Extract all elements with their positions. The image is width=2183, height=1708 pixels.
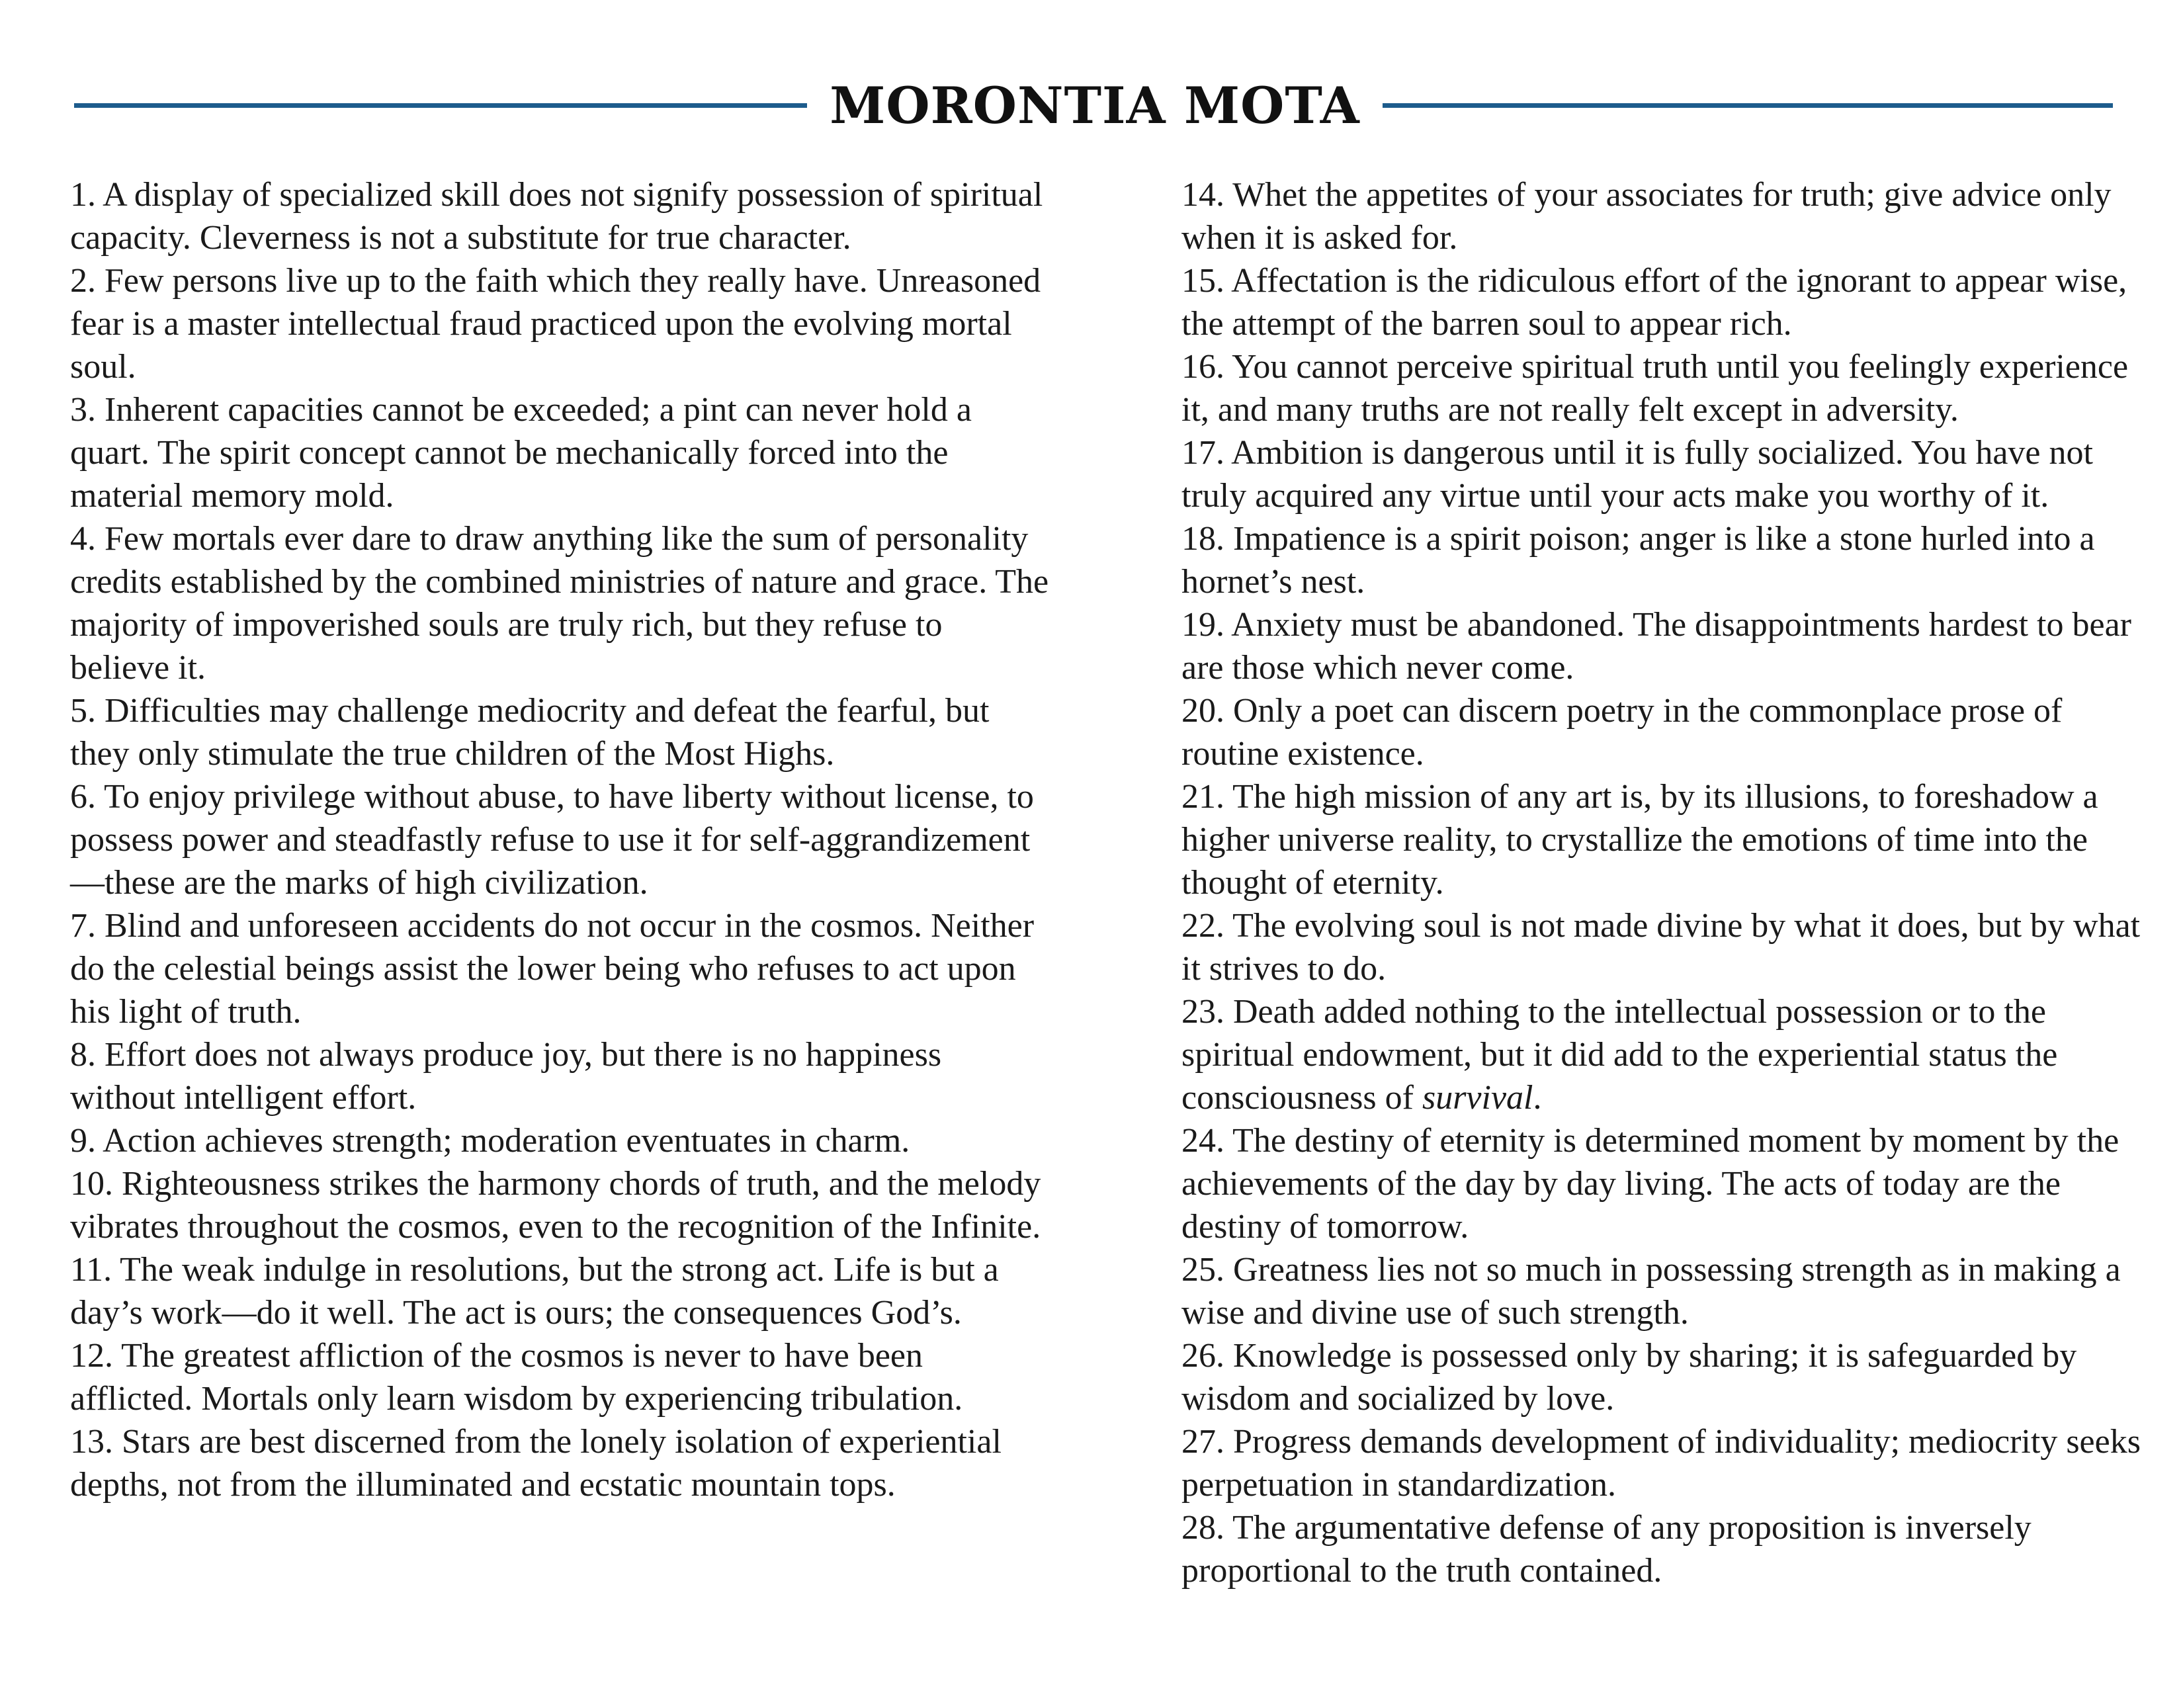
quote-text: Whet the appetites of your associates for truth; give advice only when it is asked for.: [1181, 176, 2112, 257]
quote-item: [1181, 603, 2161, 689]
quote-number: 6.: [70, 778, 96, 816]
quote-text: Difficulties may challenge mediocrity and defeat the fearful, but they only stimulate the true children of the Most Highs.: [70, 692, 990, 773]
quote-text: Ambition is dangerous until it is fully socialized. You have not truly acquired any virtue until your acts make you worthy of it.: [1181, 434, 2093, 515]
quote-text: Few mortals ever dare to draw anything like the sum of personality credits established by the combined ministries of nature and grace. The majority of impoverished souls are truly rich, but they refuse to believe it.: [70, 520, 1049, 687]
quote-text: Affectation is the ridiculous effort of the ignorant to appear wise, the attempt of the barren soul to appear rich.: [1181, 262, 2127, 343]
quote-text: The evolving soul is not made divine by what it does, but by what it strives to do.: [1181, 907, 2141, 988]
quote-number: 20.: [1181, 692, 1224, 730]
quote-item: [1181, 775, 2161, 904]
quote-item: [1181, 904, 2161, 990]
quote-item: [70, 1162, 1049, 1248]
quote-tail: .: [1533, 1079, 1542, 1117]
quote-item: [70, 388, 1049, 517]
quote-item: [70, 904, 1049, 1033]
quote-item: [70, 1334, 1049, 1420]
quote-number: 26.: [1181, 1337, 1224, 1375]
quote-item: [70, 1248, 1049, 1334]
quote-number: 27.: [1181, 1423, 1224, 1461]
quote-text: Knowledge is possessed only by sharing; it is safeguarded by wisdom and socialized by love.: [1181, 1337, 2077, 1418]
quote-text: Greatness lies not so much in possessing strength as in making a wise and divine use of such strength.: [1181, 1251, 2121, 1332]
quote-number: 16.: [1181, 348, 1224, 386]
quote-text: Death added nothing to the intellectual possession or to the spiritual endowment, but it did add to the experiential status the consciousness of: [1181, 993, 2058, 1117]
quote-item: [70, 1119, 1049, 1162]
header-rule-right: [1383, 103, 2113, 108]
quote-item: [1181, 1334, 2161, 1420]
right-column: [1181, 173, 2161, 1592]
quote-number: 28.: [1181, 1509, 1224, 1547]
quote-item: [1181, 345, 2161, 431]
quote-text: Inherent capacities cannot be exceeded; a pint can never hold a quart. The spirit concept cannot be mechanically forced into the material memory mold.: [70, 391, 972, 515]
quote-text: Action achieves strength; moderation eventuates in charm.: [103, 1122, 910, 1160]
quote-text: Impatience is a spirit poison; anger is like a stone hurled into a hornet’s nest.: [1181, 520, 2095, 601]
quote-item: [1181, 259, 2161, 345]
quote-item: [1181, 1248, 2161, 1334]
left-column: [70, 173, 1049, 1506]
quote-item: [1181, 431, 2161, 517]
quote-number: 3.: [70, 391, 96, 429]
quote-number: 25.: [1181, 1251, 1224, 1289]
quote-item: [70, 1033, 1049, 1119]
quote-number: 5.: [70, 692, 96, 730]
quote-item: [70, 259, 1049, 388]
quote-item: [70, 689, 1049, 775]
quote-item: [1181, 1420, 2161, 1506]
quote-number: 23.: [1181, 993, 1224, 1031]
quote-number: 24.: [1181, 1122, 1224, 1160]
quote-number: 18.: [1181, 520, 1224, 558]
quote-number: 2.: [70, 262, 96, 300]
quote-item: [1181, 173, 2161, 259]
quote-number: 4.: [70, 520, 96, 558]
quote-item: [1181, 1506, 2161, 1592]
quote-text: Progress demands development of individuality; mediocrity seeks perpetuation in standardization.: [1181, 1423, 2141, 1504]
quote-text: The argumentative defense of any proposition is inversely proportional to the truth contained.: [1181, 1509, 2032, 1590]
quote-text: To enjoy privilege without abuse, to have liberty without license, to possess power and steadfastly refuse to use it for self-aggrandizement—these are the marks of high civilization.: [70, 778, 1034, 902]
quote-text: Few persons live up to the faith which they really have. Unreasoned fear is a master intellectual fraud practiced upon the evolving mortal soul.: [70, 262, 1041, 386]
quote-text: The weak indulge in resolutions, but the strong act. Life is but a day’s work—do it well. The act is ours; the consequences God’s.: [70, 1251, 999, 1332]
quote-text: Effort does not always produce joy, but there is no happiness without intelligent effort.: [70, 1036, 942, 1117]
quote-number: 14.: [1181, 176, 1224, 214]
quote-text: You cannot perceive spiritual truth until you feelingly experience it, and many truths are not really felt except in adversity.: [1181, 348, 2129, 429]
quote-text: Stars are best discerned from the lonely isolation of experiential depths, not from the illuminated and ecstatic mountain tops.: [70, 1423, 1002, 1504]
quote-number: 13.: [70, 1423, 113, 1461]
quote-item: [70, 173, 1049, 259]
quote-emphasis: survival: [1422, 1079, 1533, 1117]
quote-number: 15.: [1181, 262, 1224, 300]
quote-item: [70, 517, 1049, 689]
quote-number: 21.: [1181, 778, 1224, 816]
quote-number: 10.: [70, 1165, 113, 1203]
quote-text: Blind and unforeseen accidents do not occur in the cosmos. Neither do the celestial beings assist the lower being who refuses to act upon his light of truth.: [70, 907, 1035, 1031]
quote-number: 1.: [70, 176, 96, 214]
page-header: [0, 66, 2183, 146]
quote-text: Anxiety must be abandoned. The disappointments hardest to bear are those which never come.: [1181, 606, 2131, 687]
quote-item: [1181, 990, 2161, 1119]
quote-item: [70, 775, 1049, 904]
page-title: MORONTIA MOTA: [830, 76, 1360, 135]
quote-text: Righteousness strikes the harmony chords of truth, and the melody vibrates throughout the cosmos, even to the recognition of the Infinite.: [70, 1165, 1041, 1246]
quote-number: 7.: [70, 907, 96, 945]
quote-number: 11.: [70, 1251, 112, 1289]
quote-item: [1181, 517, 2161, 603]
quote-number: 12.: [70, 1337, 113, 1375]
quote-text: Only a poet can discern poetry in the commonplace prose of routine existence.: [1181, 692, 2063, 773]
quote-text: The high mission of any art is, by its illusions, to foreshadow a higher universe reality, to crystallize the emotions of time into the thought of eternity.: [1181, 778, 2098, 902]
quote-item: [70, 1420, 1049, 1506]
quote-number: 9.: [70, 1122, 96, 1160]
quote-text: The destiny of eternity is determined moment by moment by the achievements of the day by day living. The acts of today are the destiny of tomorrow.: [1181, 1122, 2119, 1246]
quote-number: 8.: [70, 1036, 96, 1074]
quote-number: 22.: [1181, 907, 1224, 945]
quote-text: The greatest affliction of the cosmos is never to have been afflicted. Mortals only learn wisdom by experiencing tribulation.: [70, 1337, 963, 1418]
header-rule-left: [74, 103, 807, 108]
quote-number: 19.: [1181, 606, 1224, 644]
quote-item: [1181, 689, 2161, 775]
quote-item: [1181, 1119, 2161, 1248]
quote-number: 17.: [1181, 434, 1224, 472]
quote-text: A display of specialized skill does not signify possession of spiritual capacity. Cleverness is not a substitute for true character.: [70, 176, 1043, 257]
